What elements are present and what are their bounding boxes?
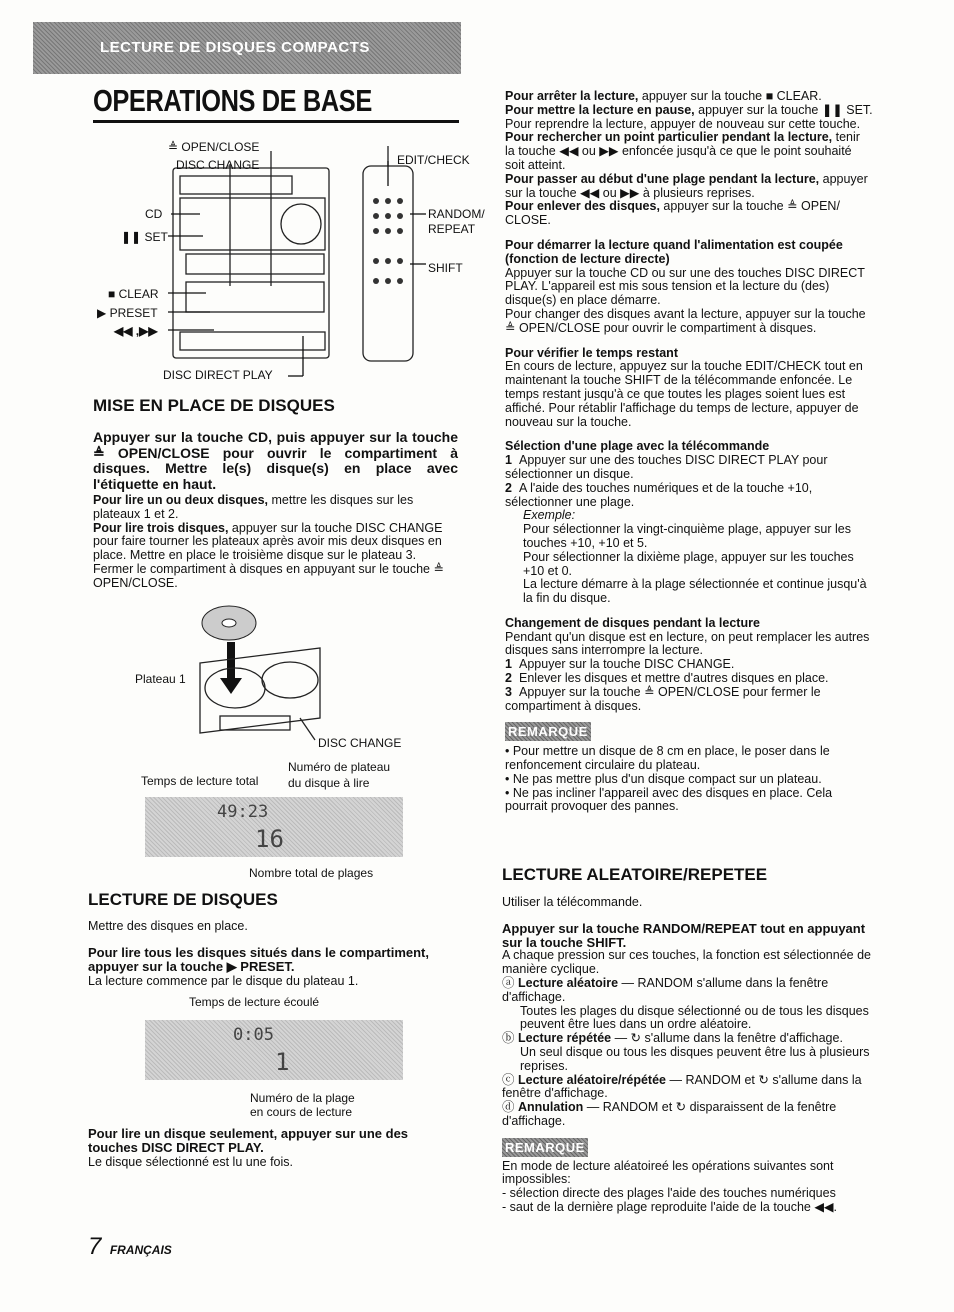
page-footer [88, 1233, 172, 1261]
page-language: FRANÇAIS [109, 1243, 172, 1257]
aleatoire-instruction: Appuyer sur la touche RANDOM/REPEAT tout en appuyant sur la touche SHIFT. [502, 920, 866, 950]
exemple-1: Pour sélectionner la vingt-cinquième plage, appuyer sur les touches +10, +10 et 5. [523, 522, 851, 550]
para-rechercher: Pour rechercher un point particulier pendant la lecture, tenir la touche ◀◀ ou ▶▶ enfoncée jusqu'à ce que le point souhaité soit atteint. [505, 130, 860, 172]
para-f2: Pour changer des disques avant la lecture, appuyer sur la touche ≜ OPEN/CLOSE pour ouvrir le compartiment à disques. [505, 306, 866, 335]
label-numero-plage: Numéro de la plage en cours de lecture [250, 1091, 355, 1119]
step-i3: 3 Appuyer sur la touche ≜ OPEN/CLOSE pour fermer le compartiment à disques. [505, 684, 821, 713]
label-disc-change: DISC CHANGE [176, 158, 260, 172]
lcd-display-total [145, 797, 403, 857]
para-pause: Pour mettre la lecture en pause, appuyer sur la touche ❚❚ SET. Pour reprendre la lecture, appuyer de nouveau sur cette touche. [505, 102, 873, 131]
heading-selection: Sélection d'une plage avec la télécommande [505, 439, 770, 454]
label-edit-check: EDIT/CHECK [397, 153, 470, 167]
page-title: OPERATIONS DE BASE [93, 83, 372, 118]
title-rule [93, 120, 459, 123]
section-banner [33, 22, 461, 74]
step-h1: 1 Appuyer sur une des touches DISC DIRECT PLAY pour sélectionner un disque. [505, 453, 828, 481]
heading-changement: Changement de disques pendant la lecture [505, 615, 760, 630]
lcd-total-tracks: 16 [255, 825, 284, 853]
step-h2: 2 A l'aide des touches numériques et de la touche +10, sélectionner une plage. [505, 480, 813, 509]
para-g: En cours de lecture, appuyez sur la touche EDIT/CHECK tout en maintenant la touche SHIFT de la télécommande enfoncée. Le temps restant jusqu'à ce que toutes les plages soient lues est affiché. Pour rétablir l'affichage du temps de lecture, appuyer de nouveau sur la touche. [505, 359, 863, 429]
lecture-p2: Le disque sélectionné est lu une fois. [88, 1155, 293, 1169]
label-nombre-plages: Nombre total de plages [249, 866, 374, 880]
lcd-total-time: 49:23 [217, 802, 269, 822]
para-i: Pendant qu'un disque est en lecture, on peut remplacer les autres disques sans interrompre la lecture. [505, 629, 870, 658]
label-disc-direct: DISC DIRECT PLAY [163, 368, 273, 382]
heading-aleatoire: LECTURE ALEATOIRE/REPETEE [502, 865, 768, 884]
remarque-1: • Pour mettre un disque de 8 cm en place, le poser dans le renfoncement circulaire du plateau. [505, 744, 830, 773]
lcd-current-track: 1 [275, 1048, 290, 1076]
mode-a: ⓐ Lecture aléatoire — RANDOM s'allume dans la fenêtre d'affichage. [502, 975, 829, 1004]
lcd-display-elapsed [145, 1020, 403, 1080]
exemple-3: La lecture démarre à la plage sélectionnée et continue jusqu'à la fin du disque. [523, 577, 867, 606]
page-number: 7 [88, 1233, 102, 1260]
right-column-bottom [502, 896, 872, 1215]
label-plateau: Plateau 1 [135, 672, 186, 686]
remarque-k: En mode de lecture aléatoireé les opérations suivantes sont impossibles: [502, 1158, 834, 1187]
heading-lecture-directe: Pour démarrer la lecture quand l'alimentation est coupée (fonction de lecture directe) [505, 237, 843, 266]
para-debut: Pour passer au début d'une plage pendant la lecture, appuyer sur la touche ◀◀ ou ▶▶ à plusieurs reprises. [505, 171, 868, 200]
lecture-p1: La lecture commence par le disque du plateau 1. [88, 974, 359, 988]
right-column-top [505, 90, 873, 814]
label-preset: ▶ PRESET [97, 306, 158, 320]
label-clear: ■ CLEAR [108, 287, 159, 301]
lecture-instruction: Pour lire tous les disques situés dans le compartiment, appuyer sur la touche ▶ PRESET. [88, 945, 429, 974]
label-set: ❚❚ SET [121, 230, 168, 244]
mode-c: ⓒ Lecture aléatoire/répétée — RANDOM et ↻ s'allume dans la fenêtre d'affichage. [502, 1072, 862, 1101]
mode-b: ⓑ Lecture répétée — ↻ s'allume dans la fenêtre d'affichage. [502, 1031, 843, 1046]
mise-paragraphs: Pour lire un ou deux disques, mettre les disques sur les plateaux 1 et 2. Pour lire trois disques, appuyer sur la touche DISC CHANGE pour faire tourner les plateaux après avoir mis deux disques en place. Mettre en place le troisième disque sur le plateau 3. Fermer le compartiment à disques en appuyant sur le touche ≜ OPEN/CLOSE. [93, 493, 444, 590]
para-f1: Appuyer sur la touche CD ou sur une des touches DISC DIRECT PLAY. L'appareil est mis sous tension et la lecture du (des) disque(s) en place démarre. [505, 265, 865, 308]
heading-mise-en-place: MISE EN PLACE DE DISQUES [93, 396, 335, 415]
step-i1: 1 Appuyer sur la touche DISC CHANGE. [505, 657, 735, 672]
label-shift: SHIFT [428, 261, 463, 275]
remarque-k1: - sélection directe des plages l'aide des touches numériques [502, 1186, 836, 1201]
label-temps-ecoule: Temps de lecture écoulé [189, 995, 320, 1009]
label-open-close: ≜ OPEN/CLOSE [168, 140, 260, 154]
mise-instruction: Appuyer sur la touche CD, puis appuyer sur la touche ≜ OPEN/CLOSE pour ouvrir le compartiment à disques. Mettre le(s) disque(s) en place avec l'étiquette en haut. [93, 429, 458, 492]
lecture-instruction-2: Pour lire un disque seulement, appuyer sur une des touches DISC DIRECT PLAY. [88, 1126, 409, 1155]
label-numero-plateau: Numéro de plateau du disque à lire [288, 760, 391, 790]
heading-lecture: LECTURE DE DISQUES [88, 890, 278, 909]
heading-temps-restant: Pour vérifier le temps restant [505, 345, 678, 360]
remarque-3: • Ne pas incliner l'appareil avec des disques en place. Cela pourrait provoquer des pannes. [505, 785, 833, 814]
label-cd: CD [145, 207, 163, 221]
remarque-k2: - saut de la dernière plage reproduite l'aide de la touche ◀◀. [502, 1199, 838, 1214]
mode-a-desc: Toutes les plages du disque sélectionné ou de tous les disques peuvent être lues dans un ordre aléatoire. [520, 1003, 869, 1032]
label-random-repeat: RANDOM/ REPEAT [428, 207, 485, 236]
aleatoire-p: A chaque pression sur ces touches, la fonction est sélectionnée de manière cyclique. [502, 948, 871, 977]
disc-tray-figure [130, 598, 420, 753]
lecture-intro: Mettre des disques en place. [88, 919, 248, 933]
step-i2: 2 Enlever les disques et mettre d'autres disques en place. [505, 671, 829, 686]
remarque-2: • Ne pas mettre plus d'un disque compact sur un plateau. [505, 771, 822, 786]
stereo-figure [88, 136, 488, 386]
remarque-badge-2: REMARQUE [502, 1138, 588, 1157]
exemple-label: Exemple: [523, 508, 576, 523]
mode-b-desc: Un seul disque ou tous les disques peuvent être lus à plusieurs reprises. [520, 1044, 870, 1073]
exemple-2: Pour sélectionner la dixième plage, appuyer sur les touches +10 et 0. [523, 549, 854, 578]
label-temps-total: Temps de lecture total [141, 774, 259, 788]
remarque-badge: REMARQUE [505, 722, 591, 741]
label-disc-change-2: DISC CHANGE [318, 736, 402, 750]
para-arreter: Pour arrêter la lecture, appuyer sur la touche ■ CLEAR. [505, 89, 822, 103]
para-enlever: Pour enlever des disques, appuyer sur la touche ≜ OPEN/ CLOSE. [505, 199, 840, 228]
banner-text: LECTURE DE DISQUES COMPACTS [100, 39, 370, 56]
lcd-elapsed-time: 0:05 [233, 1025, 274, 1045]
mode-d: ⓓ Annulation — RANDOM et ↻ disparaissent de la fenêtre d'affichage. [502, 1100, 837, 1128]
aleatoire-intro: Utiliser la télécommande. [502, 895, 643, 909]
label-skip: ◀◀ ,▶▶ [114, 324, 158, 338]
